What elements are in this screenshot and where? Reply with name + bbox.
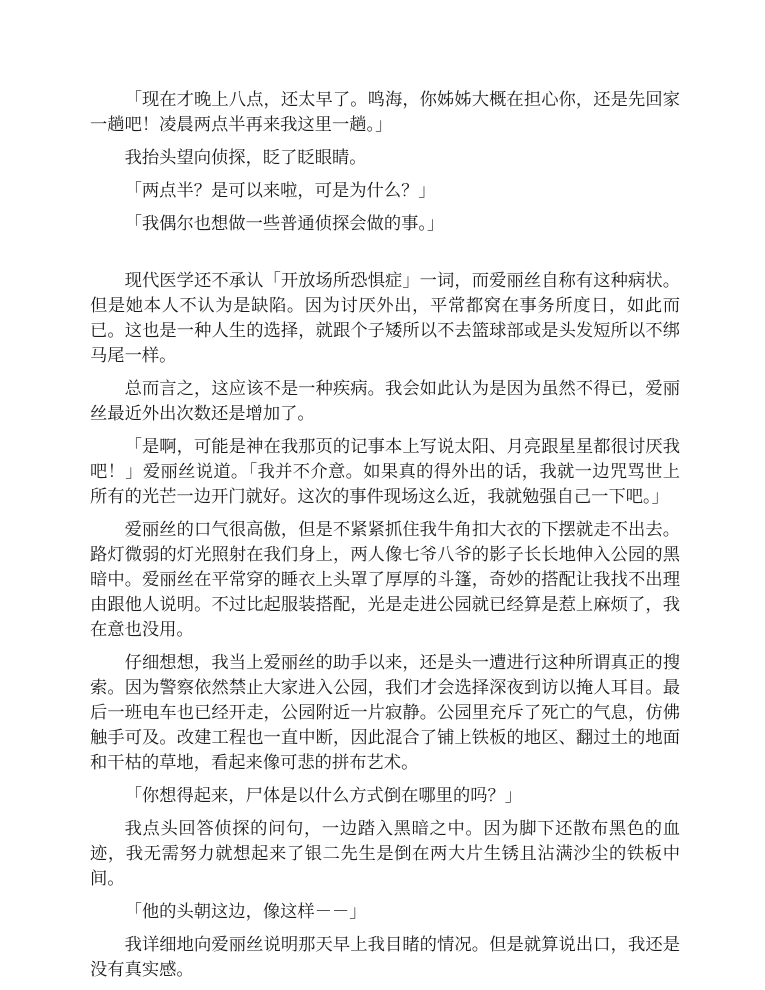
paragraph: 「你想得起来，尸体是以什么方式倒在哪里的吗？」	[124, 786, 523, 806]
paragraph: 「他的头朝这边，像这样－－」	[124, 902, 367, 922]
top-margin	[90, 0, 680, 88]
scene-break	[90, 245, 680, 269]
paragraph: 「现在才晚上八点，还太早了。鸣海，你姊姊大概在担心你，还是先回家一趟吧！凌晨两点半再来我这里一趟。」	[90, 90, 680, 135]
paragraph: 我详细地向爱丽丝说明那天早上我目睹的情况。但是就算说出口，我还是没有真实感。	[90, 935, 680, 980]
paragraph: 我抬头望向侦探，眨了眨眼睛。	[124, 148, 367, 168]
paragraph: 现代医学还不承认「开放场所恐惧症」一词，而爱丽丝自称有这种病状。但是她本人不认为是缺陷。因为讨厌外出，平常都窝在事务所度日，如此而已。这也是一种人生的选择，就跟个子矮所以不去篮球部或是头发短所以不绑马尾一样。	[90, 271, 680, 366]
paragraph: 仔细想想，我当上爱丽丝的助手以来，还是头一遭进行这种所谓真正的搜索。因为警察依然禁止大家进入公园，我们才会选择深夜到访以掩人耳目。最后一班电车也已经开走，公园附近一片寂静。公园里充斥了死亡的气息，仿佛触手可及。改建工程也一直中断，因此混合了铺上铁板的地区、翻过土的地面和干枯的草地，看起来像可悲的拼布艺术。	[90, 653, 680, 773]
paragraph: 「我偶尔也想做一些普通侦探会做的事。」	[124, 214, 445, 234]
paragraph: 「两点半？是可以来啦，可是为什么？」	[124, 181, 436, 201]
paragraph: 「是啊，可能是神在我那页的记事本上写说太阳、月亮跟星星都很讨厌我吧！」爱丽丝说道。「我并不介意。如果真的得外出的话，我就一边咒骂世上所有的光芒一边开门就好。这次的事件现场这么近，我就勉强自己一下吧。」	[90, 437, 680, 507]
document-page	[90, 0, 680, 990]
paragraph: 爱丽丝的口气很高傲，但是不紧紧抓住我牛角扣大衣的下摆就走不出去。路灯微弱的灯光照射在我们身上，两人像七爷八爷的影子长长地伸入公园的黑暗中。爱丽丝在平常穿的睡衣上头罩了厚厚的斗篷，奇妙的搭配让我找不出理由跟他人说明。不过比起服装搭配，光是走进公园就已经算是惹上麻烦了，我在意也没用。	[90, 520, 680, 640]
paragraph: 我点头回答侦探的问句，一边踏入黑暗之中。因为脚下还散布黑色的血迹，我无需努力就想起来了银二先生是倒在两大片生锈且沾满沙尘的铁板中间。	[90, 819, 680, 889]
paragraph: 总而言之，这应该不是一种疾病。我会如此认为是因为虽然不得已，爱丽丝最近外出次数还是增加了。	[90, 379, 680, 424]
